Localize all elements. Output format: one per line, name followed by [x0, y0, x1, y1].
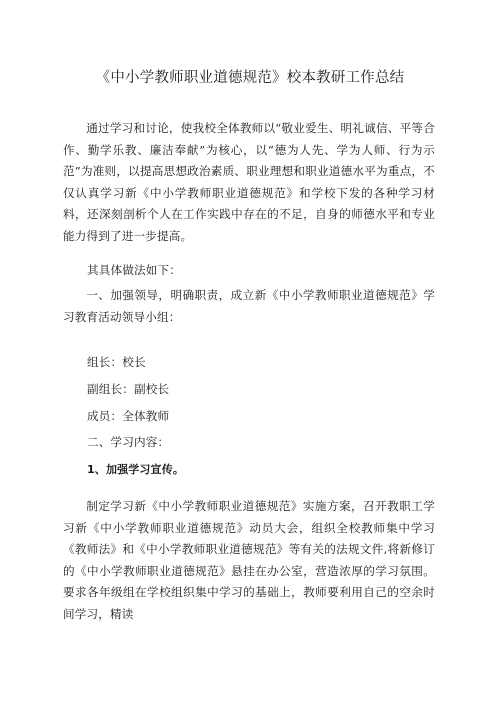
- vice-leader-line: 副组长：副校长: [87, 382, 170, 396]
- practice-heading: 其具体做法如下：: [87, 263, 181, 277]
- section-2-heading: 二、学习内容：: [87, 435, 170, 449]
- study-paragraph: 制定学习新《中小学教师职业道德规范》实施方案，召开教职工学习新《中小学教师职业道德规范》动员大会，组织全校教师集中学习《教师法》和《中小学教师职业道德规范》等有关的法规文件,将新修订的《中小学教师职业道德规范》悬挂在办公室，营造浓厚的学习氛围。要求各年级组在学校组织集中学习的基础上，教师要利用自己的空余时间学习，精读: [63, 499, 435, 621]
- subsection-1-heading: 1、加强学习宣传。: [87, 463, 185, 476]
- members-line: 成员：全体教师: [87, 409, 170, 423]
- intro-paragraph: 通过学习和讨论，使我校全体教师以“敬业爱生、明礼诚信、平等合作、勤学乐教、廉洁奉献”为核心，以“德为人先、学为人师、行为示范”为准则，以提高思想政治素质、职业理想和职业道德水平为重点，不仅认真学习新《中小学教师职业道德规范》和学校下发的各种学习材料，还深刻剖析个人在工作实践中存在的不足，自身的师德水平和专业能力得到了进一步提高。: [63, 121, 435, 243]
- document-title: 《中小学教师职业道德规范》校本教研工作总结: [95, 70, 405, 86]
- section-1-heading: 一、加强领导，明确职责，成立新《中小学教师职业道德规范》学习教育活动领导小组：: [63, 288, 435, 324]
- leader-line: 组长：校长: [87, 355, 146, 369]
